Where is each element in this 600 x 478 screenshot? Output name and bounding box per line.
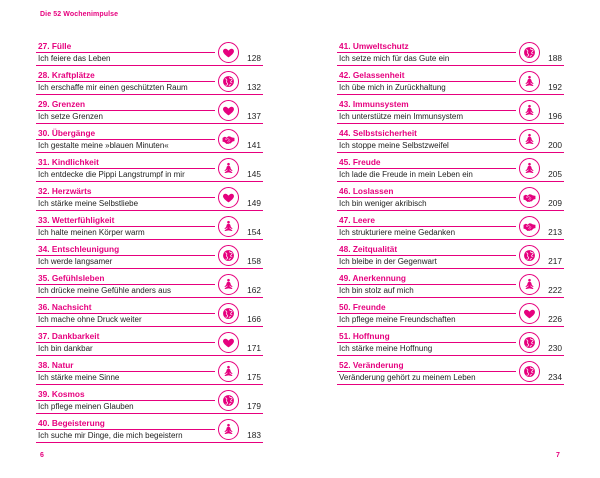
entry-title: 52. Veränderung: [339, 360, 404, 370]
heart-icon: [218, 100, 239, 121]
entry-title: 46. Loslassen: [339, 186, 394, 196]
entry-title: 29. Grenzen: [38, 99, 86, 109]
toc-entry[interactable]: [36, 389, 263, 418]
entry-page-number: 171: [247, 343, 261, 353]
entry-subtitle: Ich stärke meine Selbstliebe: [38, 199, 139, 208]
globe-icon: [519, 245, 540, 266]
entry-title: 34. Entschleunigung: [38, 244, 120, 254]
entry-page-number: 141: [247, 140, 261, 150]
entry-subtitle: Ich erschaffe mir einen geschützten Raum: [38, 83, 188, 92]
entry-title: 43. Immunsystem: [339, 99, 409, 109]
entry-subtitle: Ich unterstütze mein Immunsystem: [339, 112, 464, 121]
entry-title: 36. Nachsicht: [38, 302, 92, 312]
entry-title: 47. Leere: [339, 215, 375, 225]
entry-subtitle: Ich lade die Freude in mein Leben ein: [339, 170, 473, 179]
entry-page-number: 192: [548, 82, 562, 92]
heart-icon: [218, 332, 239, 353]
entry-title: 39. Kosmos: [38, 389, 85, 399]
entry-title: 45. Freude: [339, 157, 381, 167]
handshake-icon: [519, 187, 540, 208]
entry-title: 33. Wetterfühligkeit: [38, 215, 115, 225]
entry-subtitle: Ich gestalte meine »blauen Minuten«: [38, 141, 169, 150]
toc-entry[interactable]: [36, 331, 263, 360]
toc-entry[interactable]: [337, 273, 564, 302]
meditation-icon: [519, 100, 540, 121]
entry-page-number: 137: [247, 111, 261, 121]
heart-icon: [218, 187, 239, 208]
toc-entry[interactable]: [337, 215, 564, 244]
entry-page-number: 158: [247, 256, 261, 266]
entry-title: 50. Freunde: [339, 302, 386, 312]
entry-subtitle: Ich stärke meine Hoffnung: [339, 344, 433, 353]
entry-title: 32. Herzwärts: [38, 186, 92, 196]
entry-subtitle: Ich feiere das Leben: [38, 54, 111, 63]
entry-page-number: 188: [548, 53, 562, 63]
toc-entry[interactable]: [36, 41, 263, 70]
heart-icon: [519, 303, 540, 324]
entry-title: 37. Dankbarkeit: [38, 331, 100, 341]
meditation-icon: [519, 158, 540, 179]
entry-title: 51. Hoffnung: [339, 331, 390, 341]
entry-subtitle: Ich stärke meine Sinne: [38, 373, 120, 382]
entry-page-number: 230: [548, 343, 562, 353]
entry-title: 49. Anerkennung: [339, 273, 407, 283]
entry-subtitle: Ich drücke meine Gefühle anders aus: [38, 286, 171, 295]
entry-page-number: 200: [548, 140, 562, 150]
meditation-icon: [218, 158, 239, 179]
entry-subtitle: Ich bin stolz auf mich: [339, 286, 414, 295]
meditation-icon: [519, 71, 540, 92]
toc-entry[interactable]: [36, 302, 263, 331]
toc-entry[interactable]: [36, 128, 263, 157]
entry-subtitle: Ich halte meinen Körper warm: [38, 228, 145, 237]
entry-subtitle: Ich stoppe meine Selbstzweifel: [339, 141, 449, 150]
toc-left-column: [36, 41, 263, 447]
toc-entry[interactable]: [36, 157, 263, 186]
entry-title: 35. Gefühlsleben: [38, 273, 105, 283]
entry-page-number: 234: [548, 372, 562, 382]
entry-page-number: 149: [247, 198, 261, 208]
entry-page-number: 179: [247, 401, 261, 411]
page-number-right: 7: [556, 452, 560, 459]
entry-subtitle: Ich entdecke die Pippi Langstrumpf in mir: [38, 170, 185, 179]
entry-subtitle: Ich pflege meinen Glauben: [38, 402, 134, 411]
meditation-icon: [519, 274, 540, 295]
toc-entry[interactable]: [36, 418, 263, 447]
entry-subtitle: Ich werde langsamer: [38, 257, 113, 266]
entry-title: 42. Gelassenheit: [339, 70, 405, 80]
toc-entry[interactable]: [337, 244, 564, 273]
meditation-icon: [519, 129, 540, 150]
entry-subtitle: Ich bin dankbar: [38, 344, 93, 353]
entry-title: 40. Begeisterung: [38, 418, 105, 428]
meditation-icon: [218, 216, 239, 237]
toc-right-column: [337, 41, 564, 389]
toc-entry[interactable]: [337, 99, 564, 128]
toc-entry[interactable]: [337, 41, 564, 70]
toc-entry[interactable]: [337, 157, 564, 186]
globe-icon: [218, 390, 239, 411]
entry-page-number: 162: [247, 285, 261, 295]
entry-title: 31. Kindlichkeit: [38, 157, 99, 167]
entry-title: 30. Übergänge: [38, 128, 96, 138]
globe-icon: [218, 71, 239, 92]
entry-page-number: 175: [247, 372, 261, 382]
toc-entry[interactable]: [36, 360, 263, 389]
entry-page-number: 145: [247, 169, 261, 179]
entry-subtitle: Ich pflege meine Freundschaften: [339, 315, 456, 324]
entry-subtitle: Ich suche mir Dinge, die mich begeistern: [38, 431, 183, 440]
entry-subtitle: Ich setze mich für das Gute ein: [339, 54, 450, 63]
entry-page-number: 183: [247, 430, 261, 440]
toc-entry[interactable]: [36, 70, 263, 99]
toc-entry[interactable]: [337, 302, 564, 331]
entry-page-number: 128: [247, 53, 261, 63]
entry-page-number: 222: [548, 285, 562, 295]
header-title: Die 52 Wochenimpulse: [40, 11, 119, 18]
toc-entry[interactable]: [36, 244, 263, 273]
entry-subtitle: Ich strukturiere meine Gedanken: [339, 228, 456, 237]
entry-subtitle: Ich übe mich in Zurückhaltung: [339, 83, 446, 92]
entry-subtitle: Ich bleibe in der Gegenwart: [339, 257, 437, 266]
toc-entry[interactable]: [36, 99, 263, 128]
entry-subtitle: Ich mache ohne Druck weiter: [38, 315, 142, 324]
toc-entry[interactable]: [36, 215, 263, 244]
meditation-icon: [218, 361, 239, 382]
entry-subtitle: Ich setze Grenzen: [38, 112, 103, 121]
entry-title: 41. Umweltschutz: [339, 41, 409, 51]
entry-page-number: 205: [548, 169, 562, 179]
entry-page-number: 209: [548, 198, 562, 208]
meditation-icon: [218, 274, 239, 295]
toc-entry[interactable]: [36, 273, 263, 302]
page-number-left: 6: [40, 452, 44, 459]
entry-page-number: 132: [247, 82, 261, 92]
entry-title: 28. Kraftplätze: [38, 70, 95, 80]
handshake-icon: [218, 129, 239, 150]
toc-entry[interactable]: [337, 70, 564, 99]
entry-page-number: 213: [548, 227, 562, 237]
toc-entry[interactable]: [337, 360, 564, 389]
globe-icon: [218, 245, 239, 266]
entry-title: 44. Selbstsicherheit: [339, 128, 417, 138]
toc-entry[interactable]: [337, 331, 564, 360]
entry-title: 38. Natur: [38, 360, 74, 370]
meditation-icon: [218, 419, 239, 440]
entry-page-number: 154: [247, 227, 261, 237]
toc-entry[interactable]: [36, 186, 263, 215]
entry-page-number: 217: [548, 256, 562, 266]
globe-icon: [519, 42, 540, 63]
globe-icon: [218, 303, 239, 324]
handshake-icon: [519, 216, 540, 237]
globe-icon: [519, 361, 540, 382]
globe-icon: [519, 332, 540, 353]
toc-entry[interactable]: [337, 186, 564, 215]
entry-title: 27. Fülle: [38, 41, 72, 51]
heart-icon: [218, 42, 239, 63]
entry-title: 48. Zeitqualität: [339, 244, 398, 254]
entry-subtitle: Ich bin weniger akribisch: [339, 199, 427, 208]
toc-entry[interactable]: [337, 128, 564, 157]
entry-page-number: 226: [548, 314, 562, 324]
entry-subtitle: Veränderung gehört zu meinem Leben: [339, 373, 476, 382]
entry-page-number: 166: [247, 314, 261, 324]
entry-page-number: 196: [548, 111, 562, 121]
